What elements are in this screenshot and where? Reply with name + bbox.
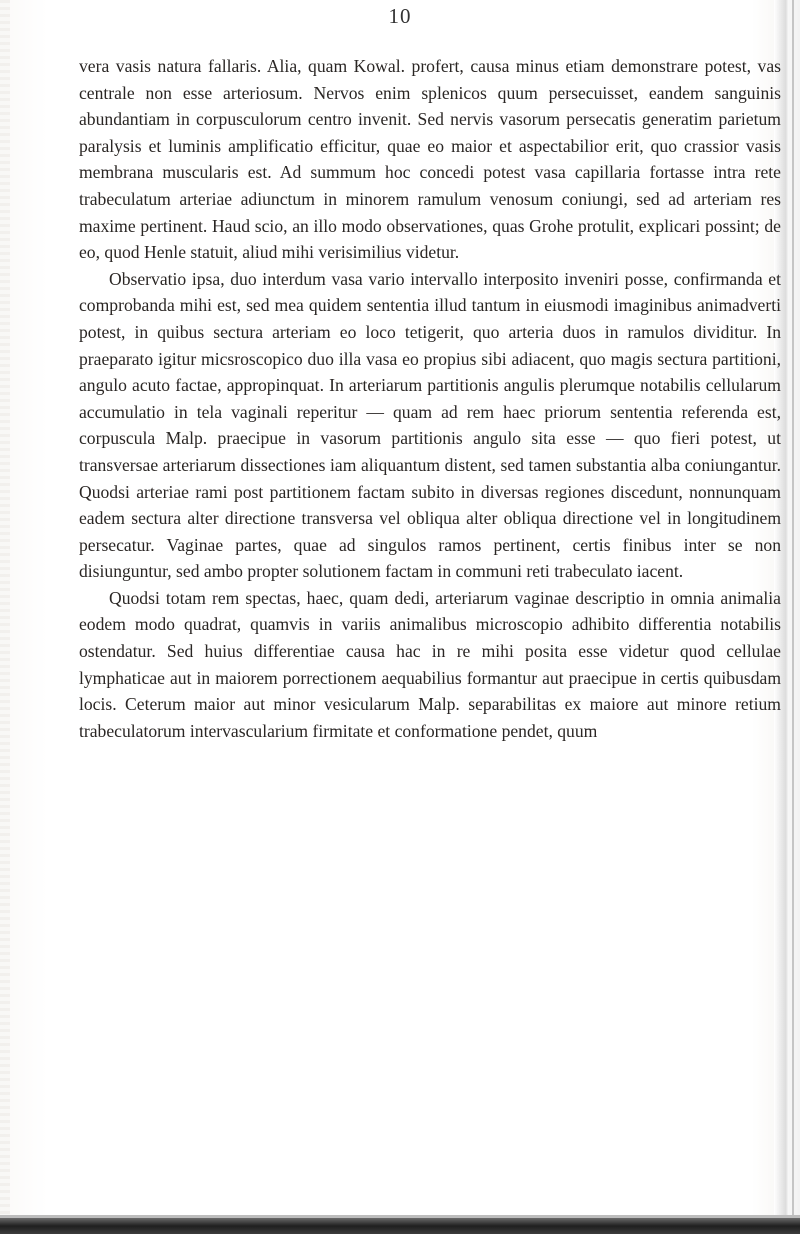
body-text xyxy=(79,53,781,744)
paragraph: Quodsi totam rem spectas, haec, quam dedi, arteriarum vaginae descriptio in omnia animalia eodem modo quadrat, quamvis in variis animalibus microscopio adhibito differentia notabilis ostendatur. Sed huius differentiae causa hac in re mihi posita esse videtur quod cellulae lymphaticae aut in maiorem porrectionem aequabilius formantur aut praecipue in certis quibusdam locis. Ceterum maior aut minor vesicularum Malp. separabilitas ex maiore aut minore retium trabeculatorum intervascularium firmitate et conformatione pendet, quum xyxy=(79,587,781,741)
page-number: 10 xyxy=(388,4,412,28)
page-left-edge xyxy=(0,0,10,1234)
scan-bottom-edge xyxy=(0,1218,800,1234)
page-binding-shadow xyxy=(792,0,794,1234)
paragraph: Observatio ipsa, duo interdum vasa vario intervallo interposito inveniri posse, confirmanda et comprobanda mihi est, sed mea quidem sententia illud tantum in eiusmodi imaginibus animadverti potest, in quibus sectura arteriam eo loco tetigerit, quo arteria duos in ramulos dividitur. In praeparato igitur micsroscopico duo illa vasa eo propius sibi adiacent, quo magis sectura partitioni, angulo acuto factae, appropinquat. In arteriarum partitionis angulis plerumque notabilis cellularum accumulatio in tela vaginali reperitur — quam ad rem haec priorum sententia referenda est, corpuscula Malp. praecipue in vasorum partitionis angulo sita esse — quo fieri potest, ut transversae arteriarum dissectiones iam aliquantum distent, sed tamen substantia alba coniungantur. Quodsi arteriae rami post partitionem factam subito in diversas regiones discedunt, nonnunquam eadem sectura alter directione transversa vel obliqua alter obliqua directione vel in longitudinem persecatur. Vaginae partes, quae ad singulos ramos pertinent, certis finibus inter se non disiunguntur, sed ambo propter solutionem factam in communi reti trabeculato iacent. xyxy=(79,268,781,582)
paragraph: vera vasis natura fallaris. Alia, quam Kowal. profert, causa minus etiam demonstrare potest, vas centrale non esse arteriosum. Nervos enim splenicos quum persecuisset, eandem sanguinis abundantiam in corpusculorum centro invenit. Sed nervis vasorum persecatis generatim parietum paralysis et luminis amplificatio efficitur, quae eo maior et aspectabilior erit, quo crassior vasis membrana muscularis est. Ad summum hoc concedi potest vasa capillaria fortasse intra rete trabeculatum arteriae adiunctum in minorem ramulum venosum coniungi, sed ad arteriam res maxime pertinent. Haud scio, an illo modo observationes, quas Grohe protulit, explicari possint; de eo, quod Henle statuit, aliud mihi verisimilius videtur. xyxy=(79,56,781,263)
